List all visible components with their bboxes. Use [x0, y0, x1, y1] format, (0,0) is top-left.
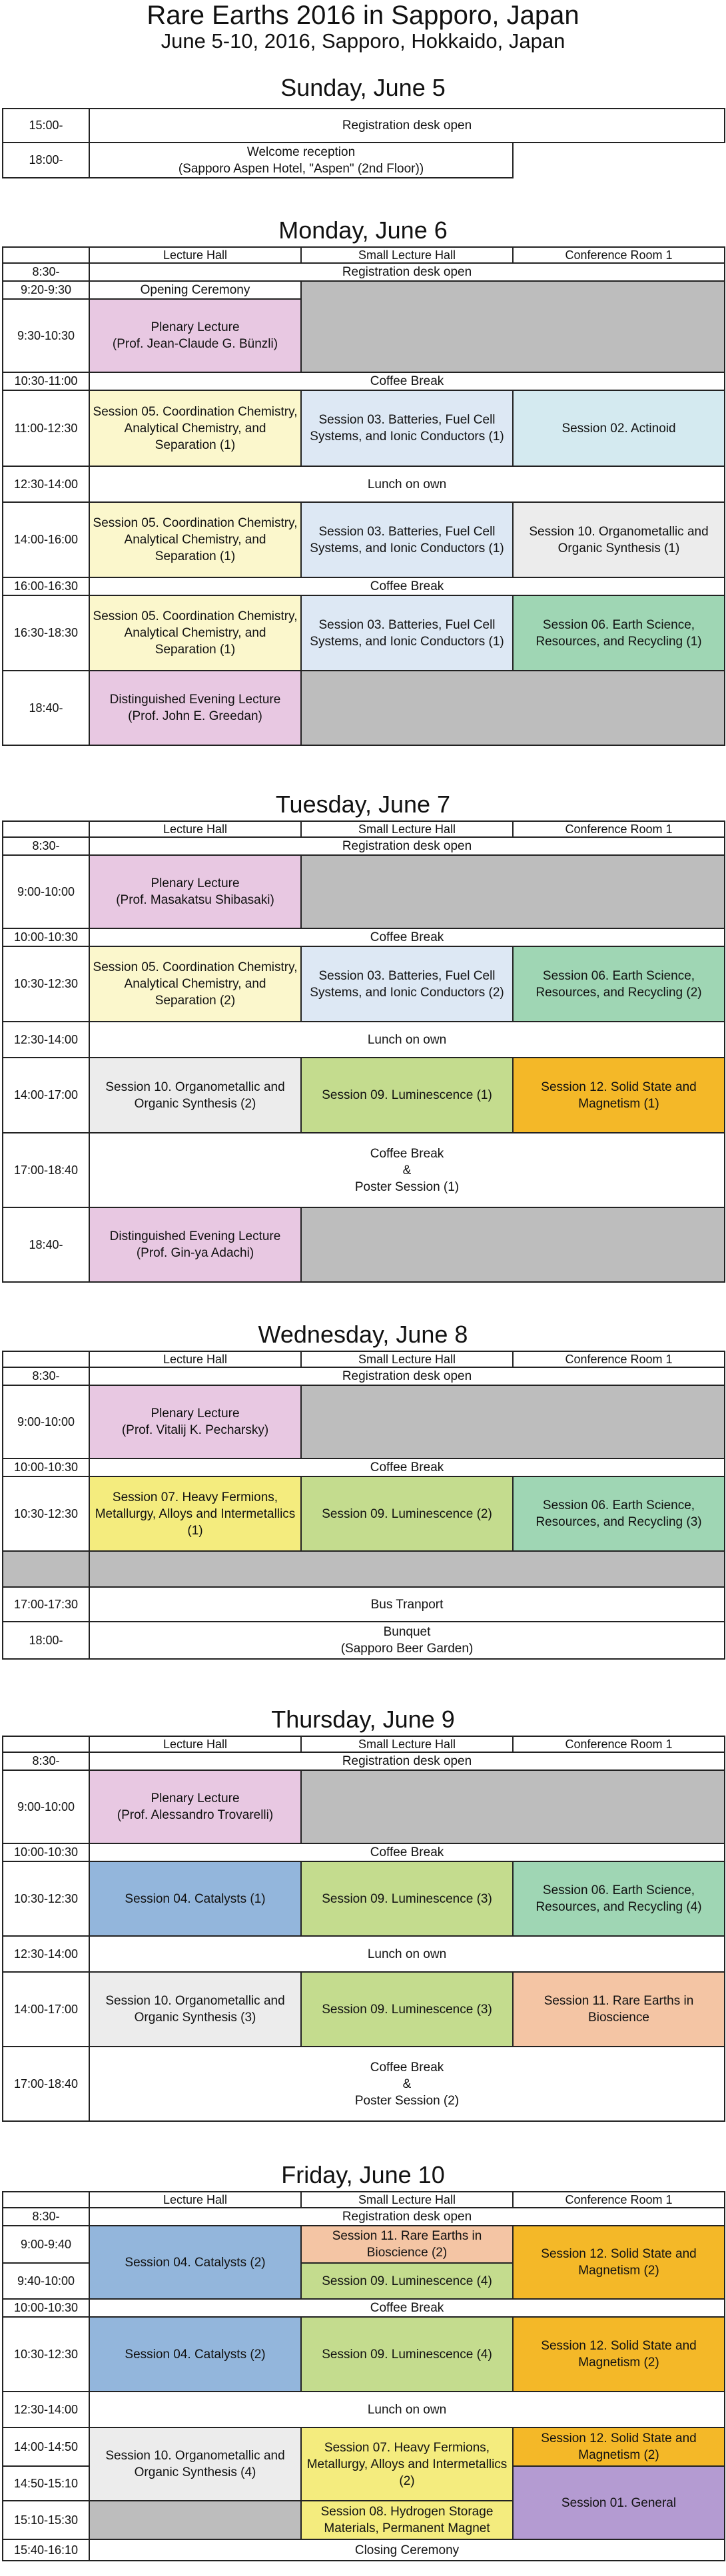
session-cell: Session 09. Luminescence (4) — [301, 2317, 513, 2392]
time-cell: 15:10-15:30 — [3, 2501, 89, 2539]
table-row — [3, 1861, 725, 1936]
time-cell: 17:00-18:40 — [3, 2047, 89, 2121]
time-cell: 9:40-10:00 — [3, 2263, 89, 2299]
table-row — [3, 281, 725, 299]
table-row — [3, 855, 725, 928]
day-title: Sunday, June 5 — [280, 74, 446, 101]
event-cell: Bus Tranport — [89, 1587, 725, 1622]
event-line: Plenary Lecture — [151, 1791, 240, 1805]
session-cell: Session 06. Earth Science, Resources, and Recycling (1) — [513, 595, 725, 671]
event-cell: Coffee Break — [89, 372, 725, 390]
blocked-cell — [301, 1385, 725, 1458]
time-cell: 16:00-16:30 — [3, 577, 89, 595]
time-cell: 8:30- — [3, 837, 89, 855]
day-title: Wednesday, June 8 — [258, 1321, 468, 1348]
header-row — [3, 2192, 725, 2208]
event-cell: Coffee Break — [89, 1843, 725, 1861]
time-cell: 15:00- — [3, 109, 89, 143]
schedule-table — [2, 1351, 725, 1660]
blocked-cell — [3, 1551, 89, 1587]
table-row — [3, 2427, 725, 2466]
table-row — [3, 1972, 725, 2047]
col-header-conference-room: Conference Room 1 — [513, 821, 725, 837]
table-row — [3, 577, 725, 595]
table-row — [3, 837, 725, 855]
col-header-lecture-hall: Lecture Hall — [89, 1351, 301, 1367]
page-subtitle: June 5-10, 2016, Sapporo, Hokkaido, Japan — [161, 29, 565, 53]
event-cell: Coffee Break — [89, 1458, 725, 1476]
header-blank — [3, 821, 89, 837]
col-header-conference-room: Conference Room 1 — [513, 1351, 725, 1367]
time-cell: 16:30-18:30 — [3, 595, 89, 671]
header-row — [3, 1351, 725, 1367]
table-row — [3, 466, 725, 502]
time-cell: 9:30-10:30 — [3, 299, 89, 372]
session-cell: Session 04. Catalysts (2) — [89, 2226, 301, 2299]
col-header-lecture-hall: Lecture Hall — [89, 821, 301, 837]
empty-cell — [513, 143, 725, 178]
table-row — [3, 372, 725, 390]
time-cell: 17:00-18:40 — [3, 1133, 89, 1207]
time-cell: 10:30-11:00 — [3, 372, 89, 390]
time-cell: 18:00- — [3, 143, 89, 178]
time-cell: 14:00-16:00 — [3, 502, 89, 577]
table-row — [3, 1458, 725, 1476]
table-row — [3, 1936, 725, 1972]
table-row — [3, 2047, 725, 2121]
table-row — [3, 595, 725, 671]
table-row — [3, 2317, 725, 2392]
table-row — [3, 2208, 725, 2226]
session-cell: Session 10. Organometallic and Organic Synthesis (1) — [513, 502, 725, 577]
blocked-cell — [89, 1551, 725, 1587]
session-cell: Session 03. Batteries, Fuel Cell Systems, and Ionic Conductors (1) — [301, 390, 513, 466]
col-header-lecture-hall: Lecture Hall — [89, 247, 301, 263]
table-row — [3, 671, 725, 745]
plenary-cell — [89, 1770, 301, 1843]
col-header-small-lecture-hall: Small Lecture Hall — [301, 1736, 513, 1752]
time-cell: 9:00-10:00 — [3, 1385, 89, 1458]
table-row — [3, 1587, 725, 1622]
time-cell: 12:30-14:00 — [3, 466, 89, 502]
time-cell: 8:30- — [3, 1367, 89, 1385]
time-cell: 14:50-15:10 — [3, 2466, 89, 2501]
event-cell — [89, 1133, 725, 1207]
event-line: (Sapporo Aspen Hotel, "Aspen" (2nd Floor)) — [178, 161, 424, 176]
event-cell: Coffee Break — [89, 577, 725, 595]
table-row — [3, 502, 725, 577]
time-cell: 12:30-14:00 — [3, 1022, 89, 1058]
table-row — [3, 1551, 725, 1587]
time-cell: 9:00-9:40 — [3, 2226, 89, 2263]
time-cell: 18:40- — [3, 671, 89, 745]
col-header-small-lecture-hall: Small Lecture Hall — [301, 821, 513, 837]
schedule-table — [2, 108, 725, 178]
session-cell: Session 09. Luminescence (3) — [301, 1972, 513, 2047]
header-blank — [3, 247, 89, 263]
time-cell: 10:00-10:30 — [3, 1843, 89, 1861]
table-row — [3, 1022, 725, 1058]
session-cell: Session 04. Catalysts (1) — [89, 1861, 301, 1936]
header-blank — [3, 1736, 89, 1752]
time-cell: 18:00- — [3, 1622, 89, 1659]
col-header-small-lecture-hall: Small Lecture Hall — [301, 247, 513, 263]
event-line: Poster Session (2) — [354, 2093, 460, 2108]
session-cell: Session 05. Coordination Chemistry, Analytical Chemistry, and Separation (2) — [89, 946, 301, 1022]
event-line: Coffee Break — [370, 2060, 444, 2075]
table-row — [3, 2226, 725, 2263]
table-row — [3, 946, 725, 1022]
table-row — [3, 2392, 725, 2427]
event-cell: Registration desk open — [89, 263, 725, 281]
event-cell: Coffee Break — [89, 928, 725, 946]
schedule-table — [2, 246, 725, 746]
time-cell: 10:30-12:30 — [3, 2317, 89, 2392]
session-cell: Session 11. Rare Earths in Bioscience (2) — [301, 2226, 513, 2263]
session-cell: Session 04. Catalysts (2) — [89, 2317, 301, 2392]
session-cell: Session 05. Coordination Chemistry, Analytical Chemistry, and Separation (1) — [89, 595, 301, 671]
time-cell: 9:00-10:00 — [3, 855, 89, 928]
event-line: (Prof. Masakatsu Shibasaki) — [116, 893, 274, 907]
session-cell: Session 09. Luminescence (4) — [301, 2263, 513, 2299]
header-blank — [3, 2192, 89, 2208]
schedule-table — [2, 1736, 725, 2122]
plenary-cell — [89, 671, 301, 745]
event-cell: Registration desk open — [89, 109, 725, 143]
session-cell: Session 12. Solid State and Magnetism (1) — [513, 1058, 725, 1133]
session-cell: Session 07. Heavy Fermions, Metallurgy, Alloys and Intermetallics (2) — [301, 2427, 513, 2501]
session-cell: Session 12. Solid State and Magnetism (2) — [513, 2317, 725, 2392]
col-header-lecture-hall: Lecture Hall — [89, 1736, 301, 1752]
event-cell: Coffee Break — [89, 2299, 725, 2317]
time-cell: 10:00-10:30 — [3, 1458, 89, 1476]
header-row — [3, 247, 725, 263]
time-cell: 14:00-17:00 — [3, 1972, 89, 2047]
col-header-small-lecture-hall: Small Lecture Hall — [301, 2192, 513, 2208]
event-line: (Prof. Gin-ya Adachi) — [136, 1246, 254, 1260]
time-cell: 10:30-12:30 — [3, 1476, 89, 1551]
table-row — [3, 1133, 725, 1207]
time-cell: 12:30-14:00 — [3, 2392, 89, 2427]
header-row — [3, 1736, 725, 1752]
plenary-cell — [89, 855, 301, 928]
table-row — [3, 109, 725, 143]
event-line: Distinguished Evening Lecture — [109, 1229, 281, 1243]
table-row — [3, 1752, 725, 1770]
time-cell: 8:30- — [3, 2208, 89, 2226]
event-cell: Closing Ceremony — [89, 2539, 725, 2561]
plenary-cell — [89, 1207, 301, 1282]
plenary-cell — [89, 299, 301, 372]
event-line: (Sapporo Beer Garden) — [340, 1642, 474, 1656]
time-cell: 9:20-9:30 — [3, 281, 89, 299]
session-cell: Session 07. Heavy Fermions, Metallurgy, Alloys and Intermetallics (1) — [89, 1476, 301, 1551]
table-row — [3, 1058, 725, 1133]
time-cell: 8:30- — [3, 1752, 89, 1770]
blocked-cell — [301, 1770, 725, 1843]
event-line: (Prof. Jean-Claude G. Bünzli) — [112, 337, 278, 351]
blocked-cell — [301, 855, 725, 928]
schedule-table — [2, 820, 725, 1283]
table-row — [3, 1385, 725, 1458]
col-header-conference-room: Conference Room 1 — [513, 1736, 725, 1752]
session-cell: Session 12. Solid State and Magnetism (2) — [513, 2427, 725, 2466]
session-cell: Session 11. Rare Earths in Bioscience — [513, 1972, 725, 2047]
blocked-cell — [301, 1207, 725, 1282]
event-line: Plenary Lecture — [151, 876, 240, 890]
col-header-conference-room: Conference Room 1 — [513, 2192, 725, 2208]
table-row — [3, 928, 725, 946]
event-cell — [89, 2047, 725, 2121]
header-blank — [3, 1351, 89, 1367]
time-cell: 10:00-10:30 — [3, 2299, 89, 2317]
schedule-table — [2, 2191, 725, 2561]
event-cell — [89, 1622, 725, 1659]
session-cell: Session 10. Organometallic and Organic Synthesis (2) — [89, 1058, 301, 1133]
day-title: Tuesday, June 7 — [275, 791, 451, 818]
session-cell: Session 06. Earth Science, Resources, and Recycling (4) — [513, 1861, 725, 1936]
event-cell: Opening Ceremony — [89, 281, 301, 299]
session-cell: Session 05. Coordination Chemistry, Analytical Chemistry, and Separation (1) — [89, 390, 301, 466]
time-cell: 10:30-12:30 — [3, 1861, 89, 1936]
session-cell: Session 09. Luminescence (1) — [301, 1058, 513, 1133]
col-header-small-lecture-hall: Small Lecture Hall — [301, 1351, 513, 1367]
session-cell: Session 03. Batteries, Fuel Cell Systems, and Ionic Conductors (1) — [301, 502, 513, 577]
event-line: Plenary Lecture — [151, 320, 240, 334]
event-cell — [89, 143, 513, 178]
time-cell: 17:00-17:30 — [3, 1587, 89, 1622]
event-line: Poster Session (1) — [354, 1179, 460, 1194]
header-row — [3, 821, 725, 837]
event-line: Coffee Break — [370, 1146, 444, 1161]
event-line: & — [402, 1163, 412, 1177]
blocked-cell — [89, 2501, 301, 2539]
col-header-conference-room: Conference Room 1 — [513, 247, 725, 263]
table-row — [3, 1770, 725, 1843]
event-line: Bunquet — [383, 1625, 431, 1639]
time-cell: 14:00-14:50 — [3, 2427, 89, 2466]
session-cell: Session 08. Hydrogen Storage Materials, Permanent Magnet — [301, 2501, 513, 2539]
session-cell: Session 02. Actinoid — [513, 390, 725, 466]
table-row — [3, 2539, 725, 2561]
event-cell: Lunch on own — [89, 1936, 725, 1972]
session-cell: Session 06. Earth Science, Resources, and Recycling (2) — [513, 946, 725, 1022]
table-row — [3, 390, 725, 466]
time-cell: 10:30-12:30 — [3, 946, 89, 1022]
session-cell: Session 12. Solid State and Magnetism (2) — [513, 2226, 725, 2299]
event-cell: Registration desk open — [89, 837, 725, 855]
session-cell: Session 03. Batteries, Fuel Cell Systems, and Ionic Conductors (2) — [301, 946, 513, 1022]
time-cell: 10:00-10:30 — [3, 928, 89, 946]
time-cell: 15:40-16:10 — [3, 2539, 89, 2561]
event-line: & — [402, 2077, 412, 2091]
day-title: Friday, June 10 — [281, 2161, 445, 2188]
table-row — [3, 2299, 725, 2317]
time-cell: 12:30-14:00 — [3, 1936, 89, 1972]
table-row — [3, 1367, 725, 1385]
session-cell: Session 01. General — [513, 2466, 725, 2539]
event-line: (Prof. Alessandro Trovarelli) — [117, 1808, 274, 1822]
event-cell: Registration desk open — [89, 1367, 725, 1385]
table-row — [3, 1207, 725, 1282]
event-line: Welcome reception — [246, 145, 356, 159]
event-line: (Prof. John E. Greedan) — [128, 709, 262, 723]
session-cell: Session 09. Luminescence (3) — [301, 1861, 513, 1936]
time-cell: 9:00-10:00 — [3, 1770, 89, 1843]
plenary-cell — [89, 1385, 301, 1458]
session-cell: Session 05. Coordination Chemistry, Analytical Chemistry, and Separation (1) — [89, 502, 301, 577]
event-cell: Registration desk open — [89, 1752, 725, 1770]
session-cell: Session 03. Batteries, Fuel Cell Systems, and Ionic Conductors (1) — [301, 595, 513, 671]
day-title: Thursday, June 9 — [271, 1706, 455, 1733]
session-cell: Session 09. Luminescence (2) — [301, 1476, 513, 1551]
event-cell: Lunch on own — [89, 466, 725, 502]
day-title: Monday, June 6 — [278, 216, 448, 244]
col-header-lecture-hall: Lecture Hall — [89, 2192, 301, 2208]
event-cell: Registration desk open — [89, 2208, 725, 2226]
table-row — [3, 1476, 725, 1551]
blocked-cell — [301, 281, 725, 372]
event-line: Distinguished Evening Lecture — [109, 693, 281, 707]
time-cell: 14:00-17:00 — [3, 1058, 89, 1133]
event-cell: Lunch on own — [89, 1022, 725, 1058]
time-cell: 8:30- — [3, 263, 89, 281]
event-cell: Lunch on own — [89, 2392, 725, 2427]
event-line: (Prof. Vitalij K. Pecharsky) — [121, 1423, 269, 1437]
event-line: Plenary Lecture — [151, 1407, 240, 1421]
blocked-cell — [301, 671, 725, 745]
session-cell: Session 10. Organometallic and Organic Synthesis (3) — [89, 1972, 301, 2047]
table-row — [3, 143, 725, 178]
session-cell: Session 10. Organometallic and Organic Synthesis (4) — [89, 2427, 301, 2501]
table-row — [3, 1622, 725, 1659]
session-cell: Session 06. Earth Science, Resources, and Recycling (3) — [513, 1476, 725, 1551]
table-row — [3, 1843, 725, 1861]
time-cell: 18:40- — [3, 1207, 89, 1282]
time-cell: 11:00-12:30 — [3, 390, 89, 466]
table-row — [3, 263, 725, 281]
page-title: Rare Earths 2016 in Sapporo, Japan — [147, 1, 579, 30]
